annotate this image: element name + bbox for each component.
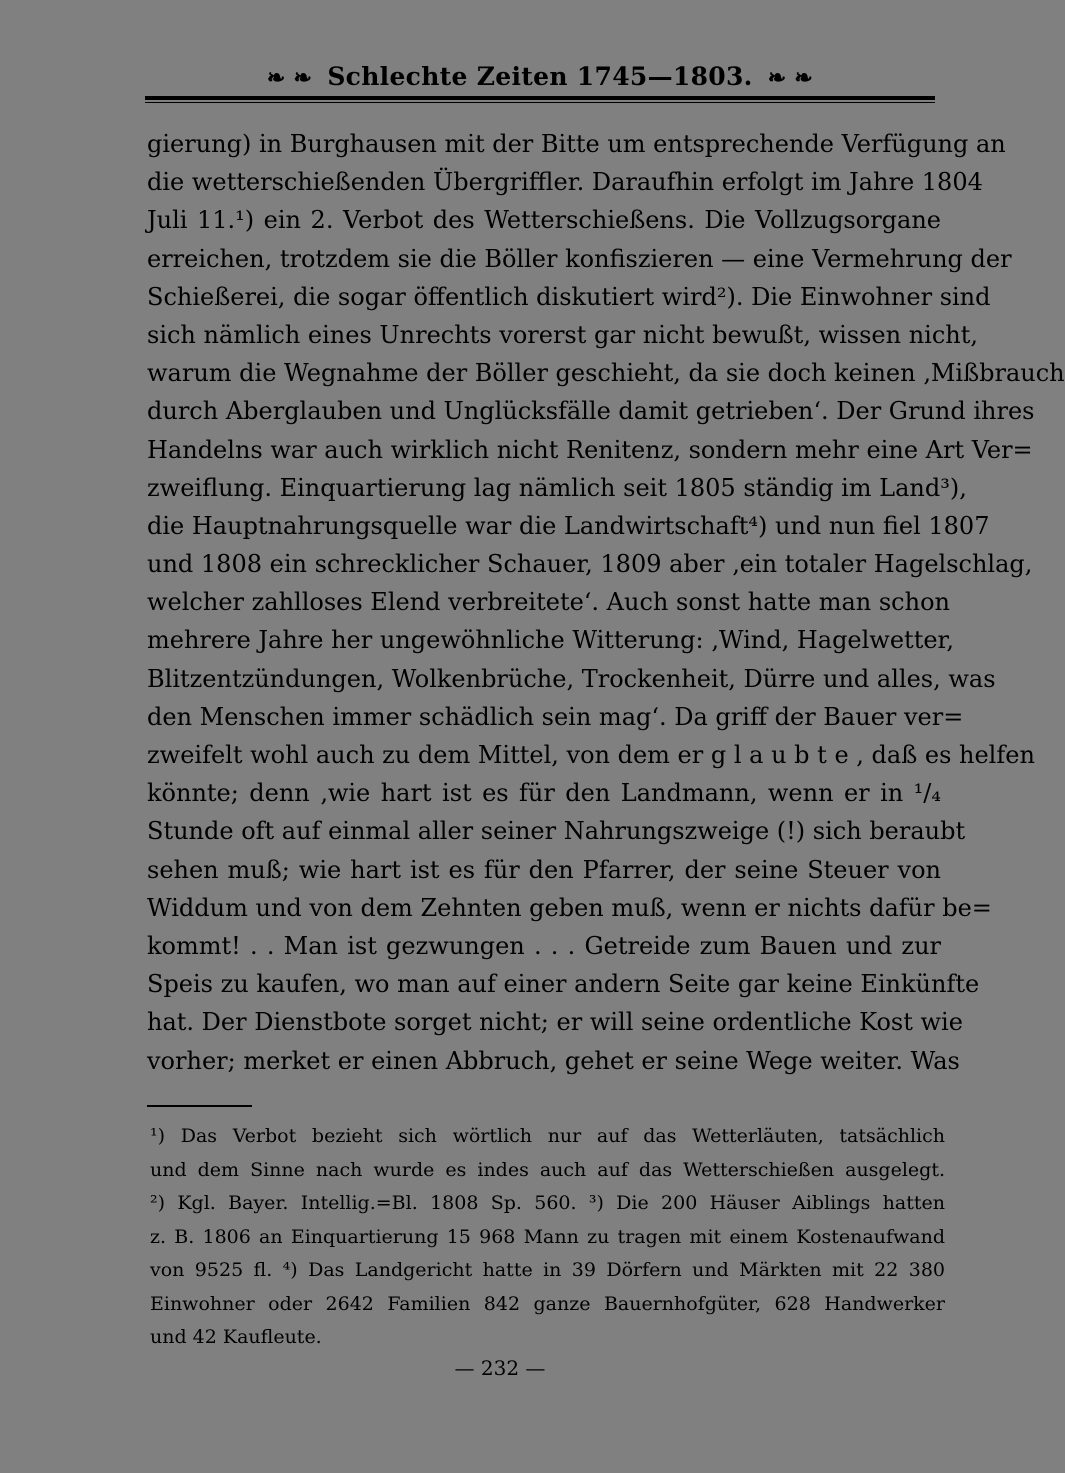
text-line: Blitzentzündungen, Wolkenbrüche, Trockenheit, Dürre und alles, was (147, 664, 996, 693)
text-line: sich nämlich eines Unrechts vorerst gar nicht bewußt, wissen nicht, (147, 320, 979, 349)
footnote-line: von 9525 fl. ⁴) Das Landgericht hatte in 39 Dörfern und Märkten mit 22 380 (150, 1259, 945, 1281)
text-line: Speis zu kaufen, wo man auf einer andern Seite gar keine Einkünfte (147, 970, 980, 999)
text-line: Juli 11.¹) ein 2. Verbot des Wetterschießens. Die Vollzugsorgane (147, 206, 941, 235)
footnote-line: und 42 Kaufleute. (150, 1326, 322, 1348)
text-line: zweifelt wohl auch zu dem Mittel, von dem er g l a u b t e , daß es helfen (147, 741, 1035, 769)
text-line: erreichen, trotzdem sie die Böller konfiszieren — eine Vermehrung der (147, 244, 1012, 273)
text-line: Widdum und von dem Zehnten geben muß, wenn er nichts dafür be= (147, 893, 992, 922)
text-line: hat. Der Dienstbote sorget nicht; er will seine ordentliche Kost wie (147, 1008, 963, 1037)
text-line: Schießerei, die sogar öffentlich diskutiert wird²). Die Einwohner sind (147, 282, 991, 311)
text-line: kommt! . . Man ist gezwungen . . . Getreide zum Bauen und zur (147, 931, 941, 960)
footnote-line: ¹) Das Verbot bezieht sich wörtlich nur auf das Wetterläuten, tatsächlich (150, 1125, 945, 1147)
footnote-line: Einwohner oder 2642 Familien 842 ganze Bauernhofgüter, 628 Handwerker (150, 1292, 945, 1315)
page-number: — 232 — (454, 1356, 546, 1380)
footnote-line: ²) Kgl. Bayer. Intellig.=Bl. 1808 Sp. 560. ³) Die 200 Häuser Aiblings hatten (150, 1192, 945, 1214)
footnotes (150, 1120, 945, 1355)
running-header (145, 62, 935, 96)
text-line: die Hauptnahrungsquelle war die Landwirtschaft⁴) und nun fiel 1807 (147, 511, 990, 540)
footnote-separator (147, 1105, 252, 1107)
footnote-line: z. B. 1806 an Einquartierung 15 968 Mann zu tragen mit einem Kostenaufwand (150, 1225, 945, 1248)
text-line: gierung) in Burghausen mit der Bitte um entsprechende Verfügung an (147, 130, 1006, 158)
text-line: Stunde oft auf einmal aller seiner Nahrungszweige (!) sich beraubt (147, 817, 966, 846)
text-line: welcher zahlloses Elend verbreitete‘. Auch sonst hatte man schon (147, 588, 950, 617)
main-text (147, 125, 1065, 1080)
text-line: mehrere Jahre her ungewöhnliche Witterung: ‚Wind, Hagelwetter, (147, 626, 955, 655)
header-ornament-right: ❧ ❧ (767, 65, 814, 91)
header-rule-thick (145, 96, 935, 100)
text-line: warum die Wegnahme der Böller geschieht, da sie doch keinen ‚Mißbrauch (147, 359, 1065, 388)
text-line: sehen muß; wie hart ist es für den Pfarrer, der seine Steuer von (147, 855, 941, 884)
text-line: könnte; denn ‚wie hart ist es für den Landmann, wenn er in ¹/₄ (147, 779, 941, 808)
header-ornament-left: ❧ ❧ (266, 65, 313, 91)
text-line: vorher; merket er einen Abbruch, gehet er seine Wege weiter. Was (147, 1046, 960, 1075)
text-line: und 1808 ein schrecklicher Schauer, 1809 aber ‚ein totaler Hagelschlag, (147, 550, 1033, 579)
text-line: zweiflung. Einquartierung lag nämlich seit 1805 ständig im Land³), (147, 473, 967, 502)
text-line: die wetterschießenden Übergriffler. Daraufhin erfolgt im Jahre 1804 (147, 168, 983, 197)
text-line: durch Aberglauben und Unglücksfälle damit getrieben‘. Der Grund ihres (147, 397, 1035, 426)
header-rule-thin (145, 102, 935, 103)
text-line: Handelns war auch wirklich nicht Renitenz, sondern mehr eine Art Ver= (147, 435, 1033, 464)
text-line: den Menschen immer schädlich sein mag‘. Da griff der Bauer ver= (147, 702, 964, 731)
header-title: Schlechte Zeiten 1745—1803. (327, 62, 753, 91)
footnote-line: und dem Sinne nach wurde es indes auch auf das Wetterschießen ausgelegt. (150, 1158, 945, 1181)
